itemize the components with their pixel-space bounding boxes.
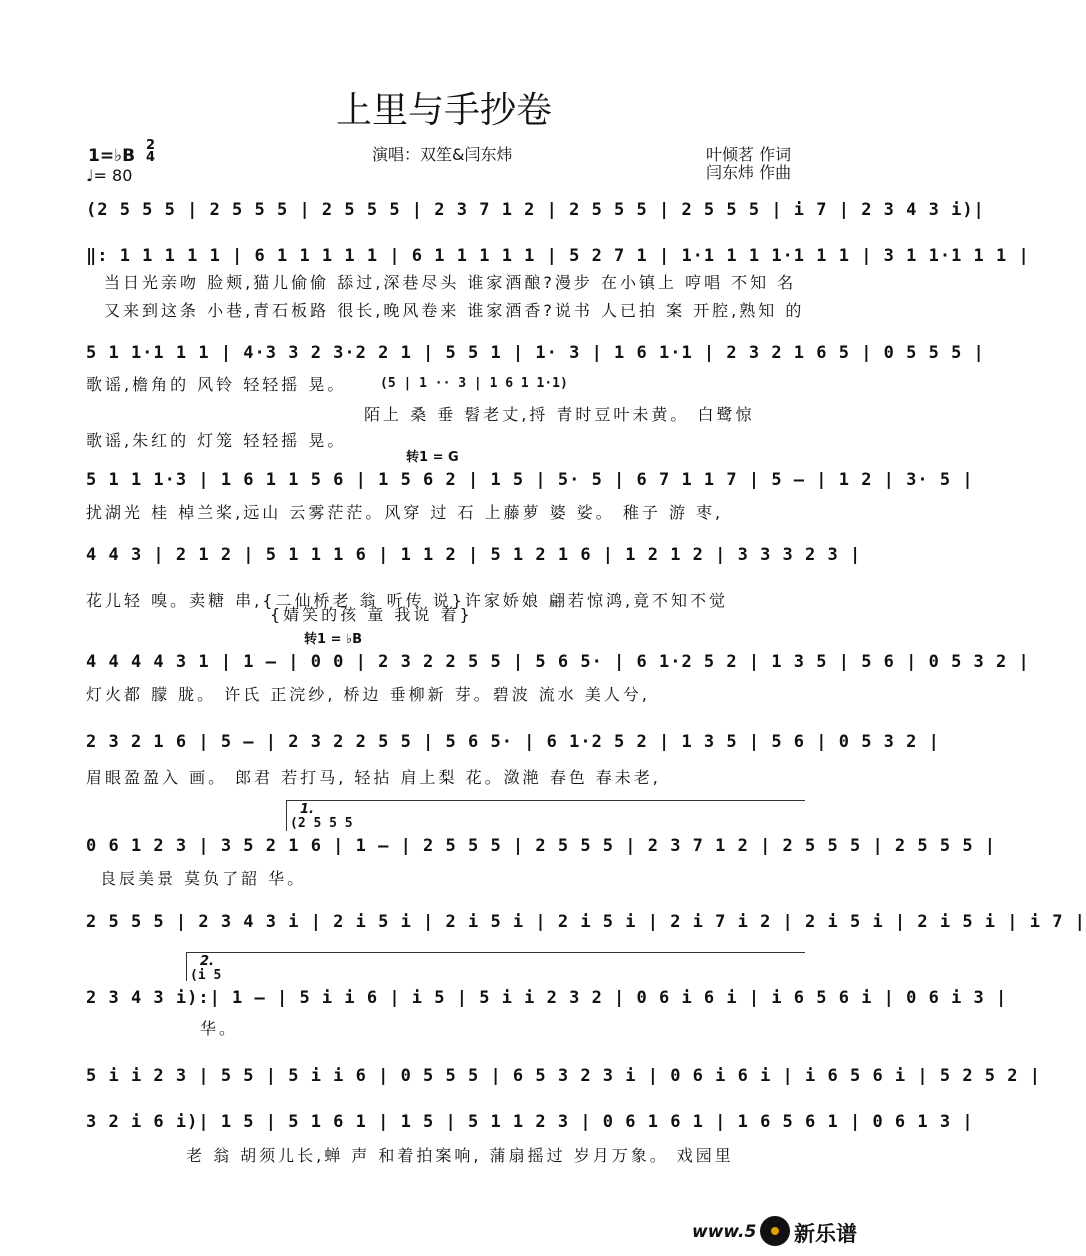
time-signature: 2 4: [146, 138, 156, 165]
hint-line-8: (2 5 5 5: [290, 816, 353, 831]
score-line-6: 4 4 4 4 3 1 | 1 – | 0 0 | 2 3 2 2 5 5 | 5 6 5· | 6 1·2 5 2 | 1 3 5 | 5 6 | 0 5 3 2 |: [86, 652, 1030, 672]
volta-1-label: 1.: [300, 802, 314, 817]
lyric-line-4: 扰湖光 桂 棹兰桨,远山 云雾茫茫。风穿 过 石 上藤萝 婆 娑。 稚子 游 枣,: [86, 503, 724, 522]
watermark-url: www.5: [692, 1222, 757, 1242]
composer-credit: 闫东炜 作曲: [706, 163, 792, 182]
modulation-to-g: 转1 = G: [406, 450, 459, 465]
lyric-line-5a: 花儿轻 嗅。卖糖 串,{二仙桥老 翁 听传 说}许家娇娘 翩若惊鸿,竟不知不觉: [86, 591, 729, 610]
lyricist-credit: 叶倾茗 作词: [706, 145, 792, 164]
lyric-line-3c: 歌谣,朱红的 灯笼 轻轻摇 晃。: [86, 431, 347, 450]
lyric-line-2b: 又来到这条 小巷,青石板路 很长,晚风卷来 谁家酒香?说书 人已拍 案 开腔,熟知 的: [104, 301, 805, 320]
volta-1-bracket: [286, 800, 805, 831]
lyric-line-8: 良辰美景 莫负了韶 华。: [100, 869, 307, 888]
lyric-line-5b: {婧笑的孩 童 我说 着}: [270, 605, 473, 624]
modulation-to-bflat: 转1 = ♭B: [304, 632, 363, 647]
score-line-11: 5 i i 2 3 | 5 5 | 5 i i 6 | 0 5 5 5 | 6 5 3 2 3 i | 0 6 i 6 i | i 6 5 6 i | 5 2 5 2 |: [86, 1066, 1041, 1086]
singer-credit: 演唱：双笙&闫东炜: [372, 145, 513, 164]
watermark-brand: 新乐谱: [794, 1222, 857, 1246]
score-line-2: ‖: 1 1 1 1 1 | 6 1 1 1 1 1 | 6 1 1 1 1 1 | 5 2 7 1 | 1·1 1 1 1·1 1 1 | 3 1 1·1 1 1 |: [86, 246, 1030, 266]
song-title: 上里与手抄卷: [335, 90, 552, 131]
lyric-line-12: 老 翁 胡须儿长,蝉 声 和着拍案响, 蒲扇摇过 岁月万象。 戏园里: [186, 1146, 734, 1165]
lyric-line-6: 灯火都 朦 胧。 许氏 正浣纱, 桥边 垂柳新 芽。碧波 流水 美人兮,: [86, 685, 650, 704]
score-line-9: 2 5 5 5 | 2 3 4 3 i | 2 i 5 i | 2 i 5 i | 2 i 5 i | 2 i 7 i 2 | 2 i 5 i | 2 i 5 i | i 7 |: [86, 912, 1086, 932]
score-line-3: 5 1 1·1 1 1 | 4·3 3 2 3·2 2 1 | 5 5 1 | 1· 3 | 1 6 1·1 | 2 3 2 1 6 5 | 0 5 5 5 |: [86, 343, 985, 363]
key-signature: 1=♭B: [88, 146, 136, 166]
tempo-marking: ♩= 80: [86, 166, 133, 185]
lyric-line-10: 华。: [200, 1019, 239, 1038]
lyric-line-3a: 歌谣,檐角的 风铃 轻轻摇 晃。: [86, 375, 347, 394]
hint-line-3: (5 | 1 ·· 3 | 1 6 1 1·1): [380, 376, 568, 391]
lyric-line-7: 眉眼盈盈入 画。 郎君 若打马, 轻拈 肩上梨 花。潋滟 春色 春未老,: [86, 768, 661, 787]
volta-2-label: 2.: [200, 954, 214, 969]
score-line-4: 5 1 1 1·3 | 1 6 1 1 5 6 | 1 5 6 2 | 1 5 | 5· 5 | 6 7 1 1 7 | 5 – | 1 2 | 3· 5 |: [86, 470, 974, 490]
logo-disc-icon: [760, 1216, 790, 1246]
score-line-12: 3 2 i 6 i)| 1 5 | 5 1 6 1 | 1 5 | 5 1 1 2 3 | 0 6 1 6 1 | 1 6 5 6 1 | 0 6 1 3 |: [86, 1112, 974, 1132]
score-line-1: (2 5 5 5 | 2 5 5 5 | 2 5 5 5 | 2 3 7 1 2 | 2 5 5 5 | 2 5 5 5 | i 7 | 2 3 4 3 i)|: [86, 200, 985, 220]
score-line-5: 4 4 3 | 2 1 2 | 5 1 1 1 6 | 1 1 2 | 5 1 2 1 6 | 1 2 1 2 | 3 3 3 2 3 |: [86, 545, 862, 565]
volta-2-bracket: [186, 952, 805, 981]
score-line-10: 2 3 4 3 i):| 1 – | 5 i i 6 | i 5 | 5 i i 2 3 2 | 0 6 i 6 i | i 6 5 6 i | 0 6 i 3 |: [86, 988, 1008, 1008]
score-line-8: 0 6 1 2 3 | 3 5 2 1 6 | 1 – | 2 5 5 5 | 2 5 5 5 | 2 3 7 1 2 | 2 5 5 5 | 2 5 5 5 |: [86, 836, 997, 856]
lyric-line-3b: 陌上 桑 垂 髫老丈,捋 青时豆叶未黄。 白鹭惊: [364, 405, 755, 424]
hint-line-10: (i 5: [190, 968, 222, 983]
score-line-7: 2 3 2 1 6 | 5 – | 2 3 2 2 5 5 | 5 6 5· | 6 1·2 5 2 | 1 3 5 | 5 6 | 0 5 3 2 |: [86, 732, 940, 752]
lyric-line-2a: 当日光亲吻 脸颊,猫儿偷偷 舔过,深巷尽头 谁家酒酿?漫步 在小镇上 哼唱 不知 名: [104, 273, 797, 292]
